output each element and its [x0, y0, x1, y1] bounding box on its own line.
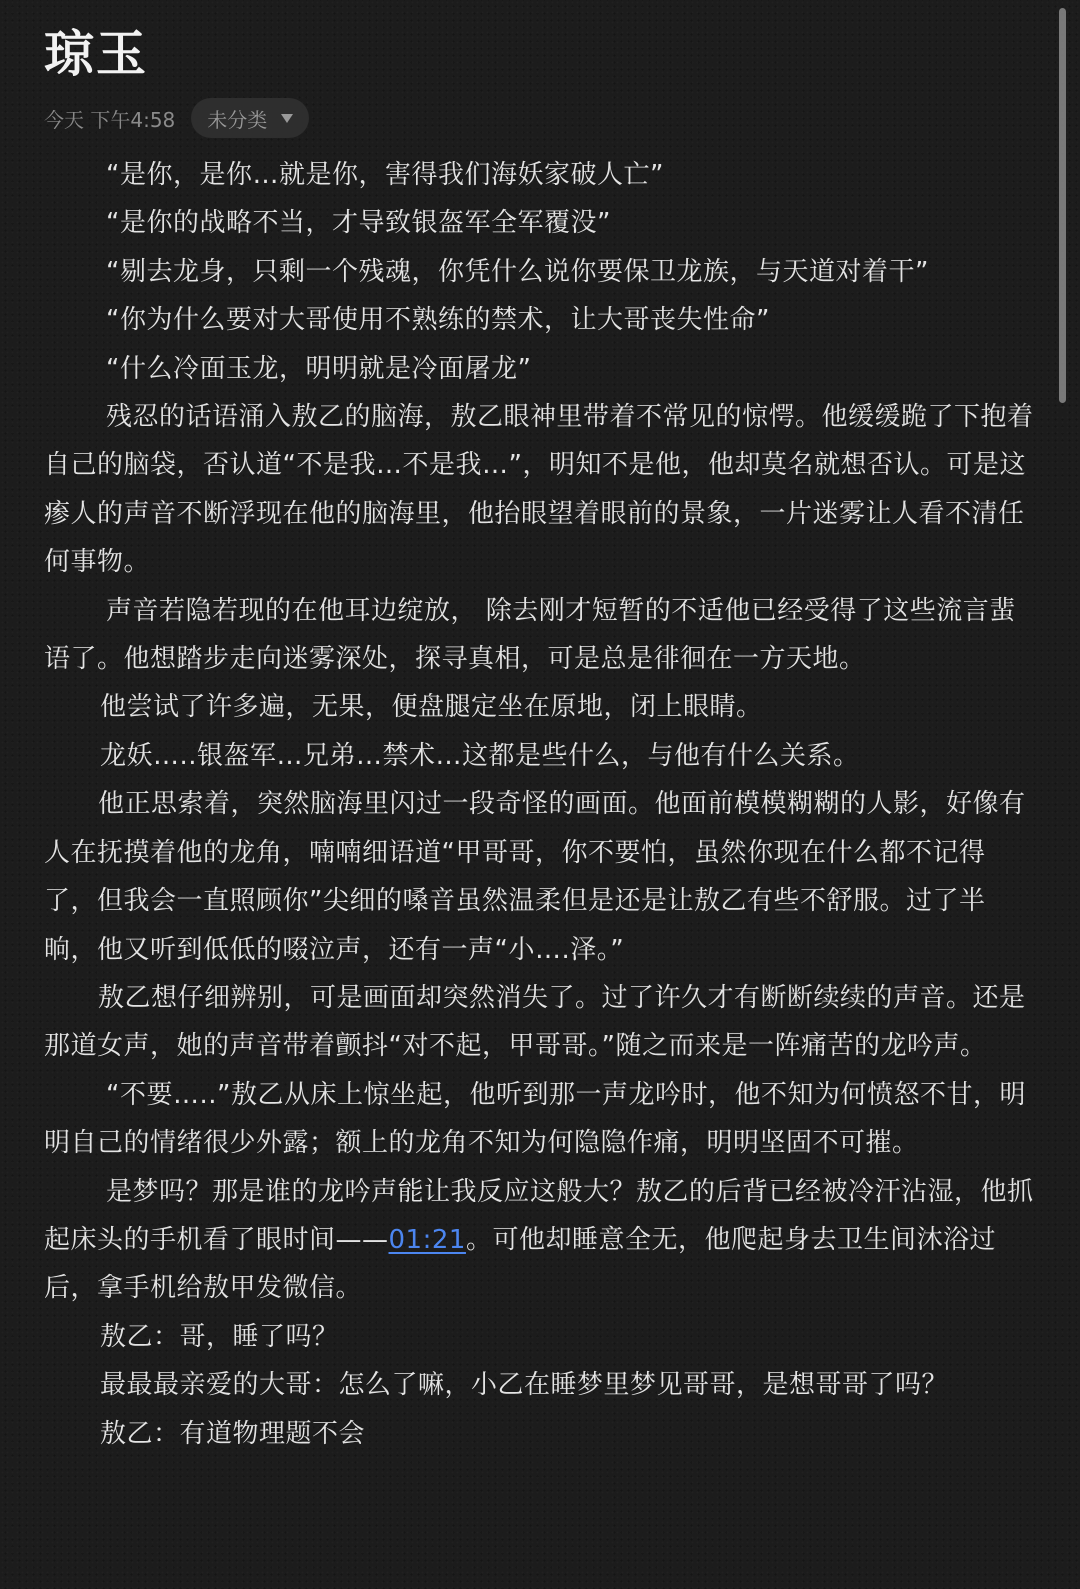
body-paragraph — [44, 1168, 1034, 1313]
body-paragraph: 最最最亲爱的大哥：怎么了嘛，小乙在睡梦里梦见哥哥，是想哥哥了吗？ — [100, 1370, 949, 1401]
note-meta — [44, 96, 1034, 140]
body-paragraph: 龙妖…..银盔军…兄弟…禁术…这都是些什么，与他有什么关系。 — [100, 740, 860, 771]
body-paragraph: “不要…..”敖乙从床上惊坐起，他听到那一声龙吟时，他不知为何愤怒不甘，明明自己的情绪很少外露；额上的龙角不知为何隐隐作痛，明明坚固不可摧。 — [44, 1079, 1026, 1159]
body-paragraph: 敖乙想仔细辨别，可是画面却突然消失了。过了许久才有断断续续的声音。还是那道女声，她的声音带着颤抖“对不起，甲哥哥。”随之而来是一阵痛苦的龙吟声。 — [44, 982, 1026, 1062]
body-paragraph: “你为什么要对大哥使用不熟练的禁术，让大哥丧失性命” — [106, 305, 770, 336]
body-paragraph: “是你，是你…就是你，害得我们海妖家破人亡” — [106, 160, 664, 190]
category-label: 未分类 — [207, 107, 268, 132]
scrollbar[interactable] — [1059, 8, 1066, 403]
body-paragraph: “是你的战略不当，才导致银盔军全军覆没” — [106, 208, 611, 239]
paragraph-text: 。可他却睡意全无，他爬起身去卫生间沐浴过后，拿手机给敖甲发微信。 — [44, 1224, 996, 1304]
body-paragraph: 他尝试了许多遍，无果，便盘腿定坐在原地，闭上眼睛。 — [100, 692, 763, 723]
body-paragraph: 声音若隐若现的在他耳边绽放， 除去刚才短暂的不适他已经受得了这些流言蜚语了。他想踏步走向迷雾深处，探寻真相，可是总是徘徊在一方天地。 — [44, 595, 1016, 675]
body-paragraph: 敖乙：有道物理题不会 — [100, 1418, 366, 1449]
note-title[interactable]: 琼玉 — [44, 25, 148, 83]
note-editor — [44, 20, 1034, 1458]
body-paragraph: 敖乙：哥，睡了吗？ — [100, 1321, 339, 1352]
body-paragraph: 残忍的话语涌入敖乙的脑海，敖乙眼神里带着不常见的惊愕。他缓缓跪了下抱着自己的脑袋，否认道“不是我…不是我…”，明知不是他，他却莫名就想否认。可是这瘆人的声音不断浮现在他的脑海里，他抬眼望着眼前的景象，一片迷雾让人看不清任何事物。 — [44, 402, 1034, 578]
body-paragraph: 他正思索着，突然脑海里闪过一段奇怪的画面。他面前模模糊糊的人影，好像有人在抚摸着他的龙角，喃喃细语道“甲哥哥，你不要怕，虽然你现在什么都不记得了，但我会一直照顾你”尖细的嗓音虽然温柔但是还是让敖乙有些不舒服。过了半晌，他又听到低低的啜泣声，还有一声“小….泽。” — [44, 789, 1026, 965]
category-dropdown[interactable] — [191, 98, 309, 138]
note-body[interactable] — [44, 151, 1034, 1458]
body-paragraph: “剔去龙身，只剩一个残魂，你凭什么说你要保卫龙族，与天道对着干” — [106, 256, 929, 287]
body-paragraph: “什么冷面玉龙，明明就是冷面屠龙” — [106, 353, 532, 384]
time-link[interactable]: 01:21 — [388, 1224, 466, 1255]
paragraph-text: 是梦吗？那是谁的龙吟声能让我反应这般大？敖乙的后背已经被冷汗沾湿，他抓起床头的手机看了眼时间—— — [44, 1176, 1034, 1255]
chevron-down-icon — [281, 114, 293, 123]
note-timestamp: 今天 下午4:58 — [44, 107, 176, 132]
